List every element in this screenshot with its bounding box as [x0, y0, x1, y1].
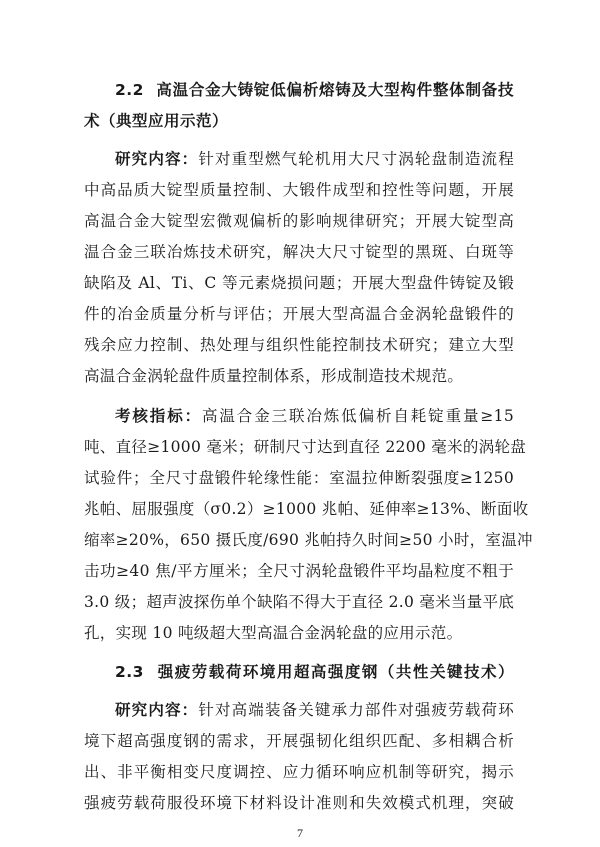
paragraph-first-line: [115, 149, 514, 169]
paragraph-line: 残余应力控制、热处理与组织性能控制技术研究；建立大型: [84, 336, 514, 354]
paragraph-line: 试验件；全尺寸盘锻件轮缘性能：室温拉伸断裂强度≥1250: [84, 469, 514, 487]
assessment-label: 考核指标：: [115, 407, 202, 425]
paragraph-line: 中高品质大锭型质量控制、大锻件成型和控性等问题，开展: [84, 181, 514, 199]
paragraph-line: 缩率≥20%，650 摄氏度/690 兆帕持久时间≥50 小时，室温冲: [84, 531, 533, 549]
paragraph-line: 件的冶金质量分析与评估；开展大型高温合金涡轮盘锻件的: [84, 305, 514, 323]
paragraph-line: 高温合金大锭型宏微观偏析的影响规律研究；开展大锭型高: [84, 212, 514, 230]
paragraph-text: 针对高端装备关键承力部件对强疲劳载荷环: [198, 701, 514, 719]
section-2-3-heading: [115, 662, 514, 682]
paragraph-line: 温合金三联冶炼技术研究，解决大尺寸锭型的黑斑、白斑等: [84, 243, 514, 261]
paragraph-line: 3.0 级；超声波探伤单个缺陷不得大于直径 2.0 毫米当量平底: [84, 593, 515, 611]
page-number: 7: [297, 826, 303, 840]
research-label: 研究内容：: [115, 701, 199, 719]
section-title: 强疲劳载荷环境用超高强度钢（共性关键技术）: [157, 663, 514, 681]
paragraph-line: 孔，实现 10 吨级超大型高温合金涡轮盘的应用示范。: [84, 624, 463, 642]
section-number: 2.2: [115, 81, 144, 99]
paragraph-line: 高温合金涡轮盘件质量控制体系，形成制造技术规范。: [84, 367, 464, 385]
paragraph-line: 境下超高强度钢的需求，开展强韧化组织匹配、多相耦合析: [84, 732, 514, 750]
section-number: 2.3: [115, 663, 144, 681]
paragraph-line: 缺陷及 Al、Ti、C 等元素烧损问题；开展大型盘件铸锭及锻: [84, 274, 514, 292]
paragraph-line: 强疲劳载荷服役环境下材料设计准则和失效模式机理，突破: [84, 794, 514, 812]
section-2-2-heading-line1: [115, 80, 514, 100]
paragraph-line: 击功≥40 焦/平方厘米；全尺寸涡轮盘锻件平均晶粒度不粗于: [84, 562, 514, 580]
paragraph-text: 针对重型燃气轮机用大尺寸涡轮盘制造流程: [198, 150, 514, 168]
paragraph-line: 出、非平衡相变尺度调控、应力循环响应机制等研究，揭示: [84, 763, 514, 781]
research-label: 研究内容：: [115, 150, 199, 168]
paragraph-text: 高温合金三联冶炼低偏析自耗锭重量≥15: [202, 407, 514, 425]
section-2-2-heading-line2: 术（典型应用示范）: [84, 112, 229, 130]
paragraph-first-line: [115, 406, 514, 426]
section-title: 高温合金大铸锭低偏析熔铸及大型构件整体制备技: [156, 81, 514, 99]
paragraph-line: 兆帕、屈服强度（σ0.2）≥1000 兆帕、延伸率≥13%、断面收: [84, 500, 529, 518]
paragraph-line: 吨、直径≥1000 毫米；研制尺寸达到直径 2200 毫米的涡轮盘: [84, 438, 527, 456]
paragraph-first-line: [115, 700, 514, 720]
